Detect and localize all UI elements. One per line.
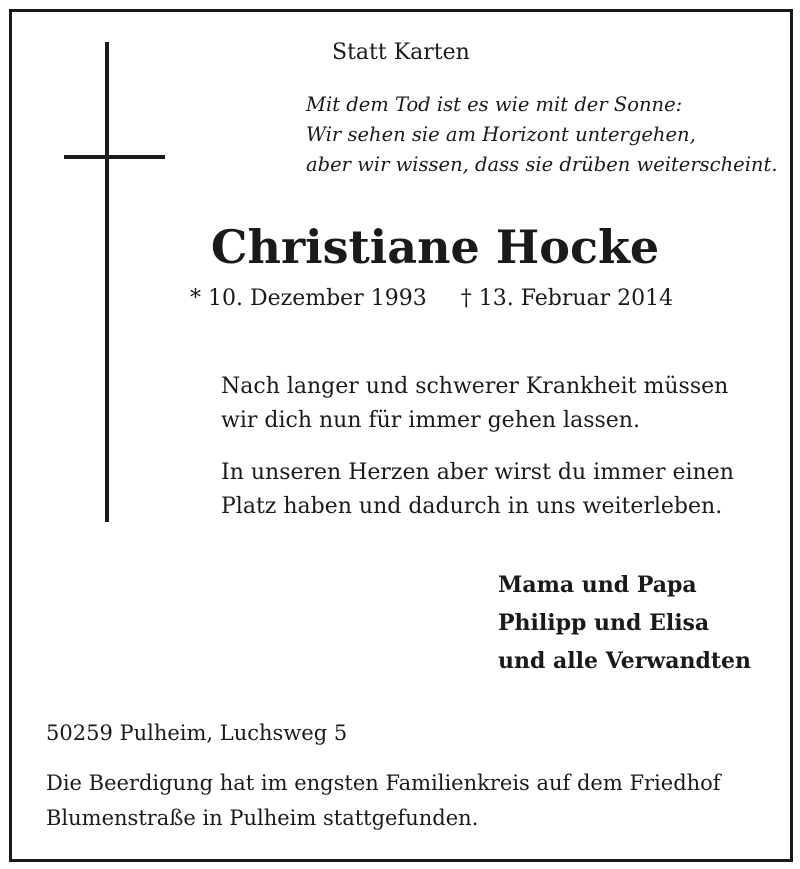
mourner-line: Philipp und Elisa (498, 610, 710, 636)
death-date: † 13. Februar 2014 (460, 286, 674, 311)
funeral-notice-line: Die Beerdigung hat im engsten Familienkreis auf dem Friedhof (46, 771, 721, 795)
mourner-line: und alle Verwandten (498, 648, 752, 674)
address: 50259 Pulheim, Luchsweg 5 (46, 721, 348, 745)
message-line: In unseren Herzen aber wirst du immer einen (221, 460, 734, 485)
message-line: Nach langer und schwerer Krankheit müssen (221, 374, 729, 399)
funeral-notice (46, 766, 721, 836)
birth-date: * 10. Dezember 1993 (190, 286, 427, 311)
quote-line: aber wir wissen, dass sie drüben weiterscheint. (306, 153, 778, 176)
message-paragraph (221, 456, 734, 524)
deceased-name: Christiane Hocke (210, 220, 660, 274)
life-dates (190, 284, 673, 314)
message-line: Platz haben und dadurch in uns weiterleben. (221, 494, 723, 519)
quote-line: Wir sehen sie am Horizont untergehen, (306, 123, 696, 146)
quote-line: Mit dem Tod ist es wie mit der Sonne: (306, 93, 683, 116)
farewell-message (221, 370, 734, 542)
message-paragraph (221, 370, 734, 438)
mourners-list (498, 566, 751, 680)
message-line: wir dich nun für immer gehen lassen. (221, 408, 640, 433)
intro-text: Statt Karten (332, 40, 470, 65)
quote-block (306, 90, 778, 180)
cross-icon-vertical-bar (105, 42, 109, 522)
cross-icon-horizontal-bar (64, 155, 165, 159)
mourner-line: Mama und Papa (498, 572, 697, 598)
funeral-notice-line: Blumenstraße in Pulheim stattgefunden. (46, 806, 479, 830)
